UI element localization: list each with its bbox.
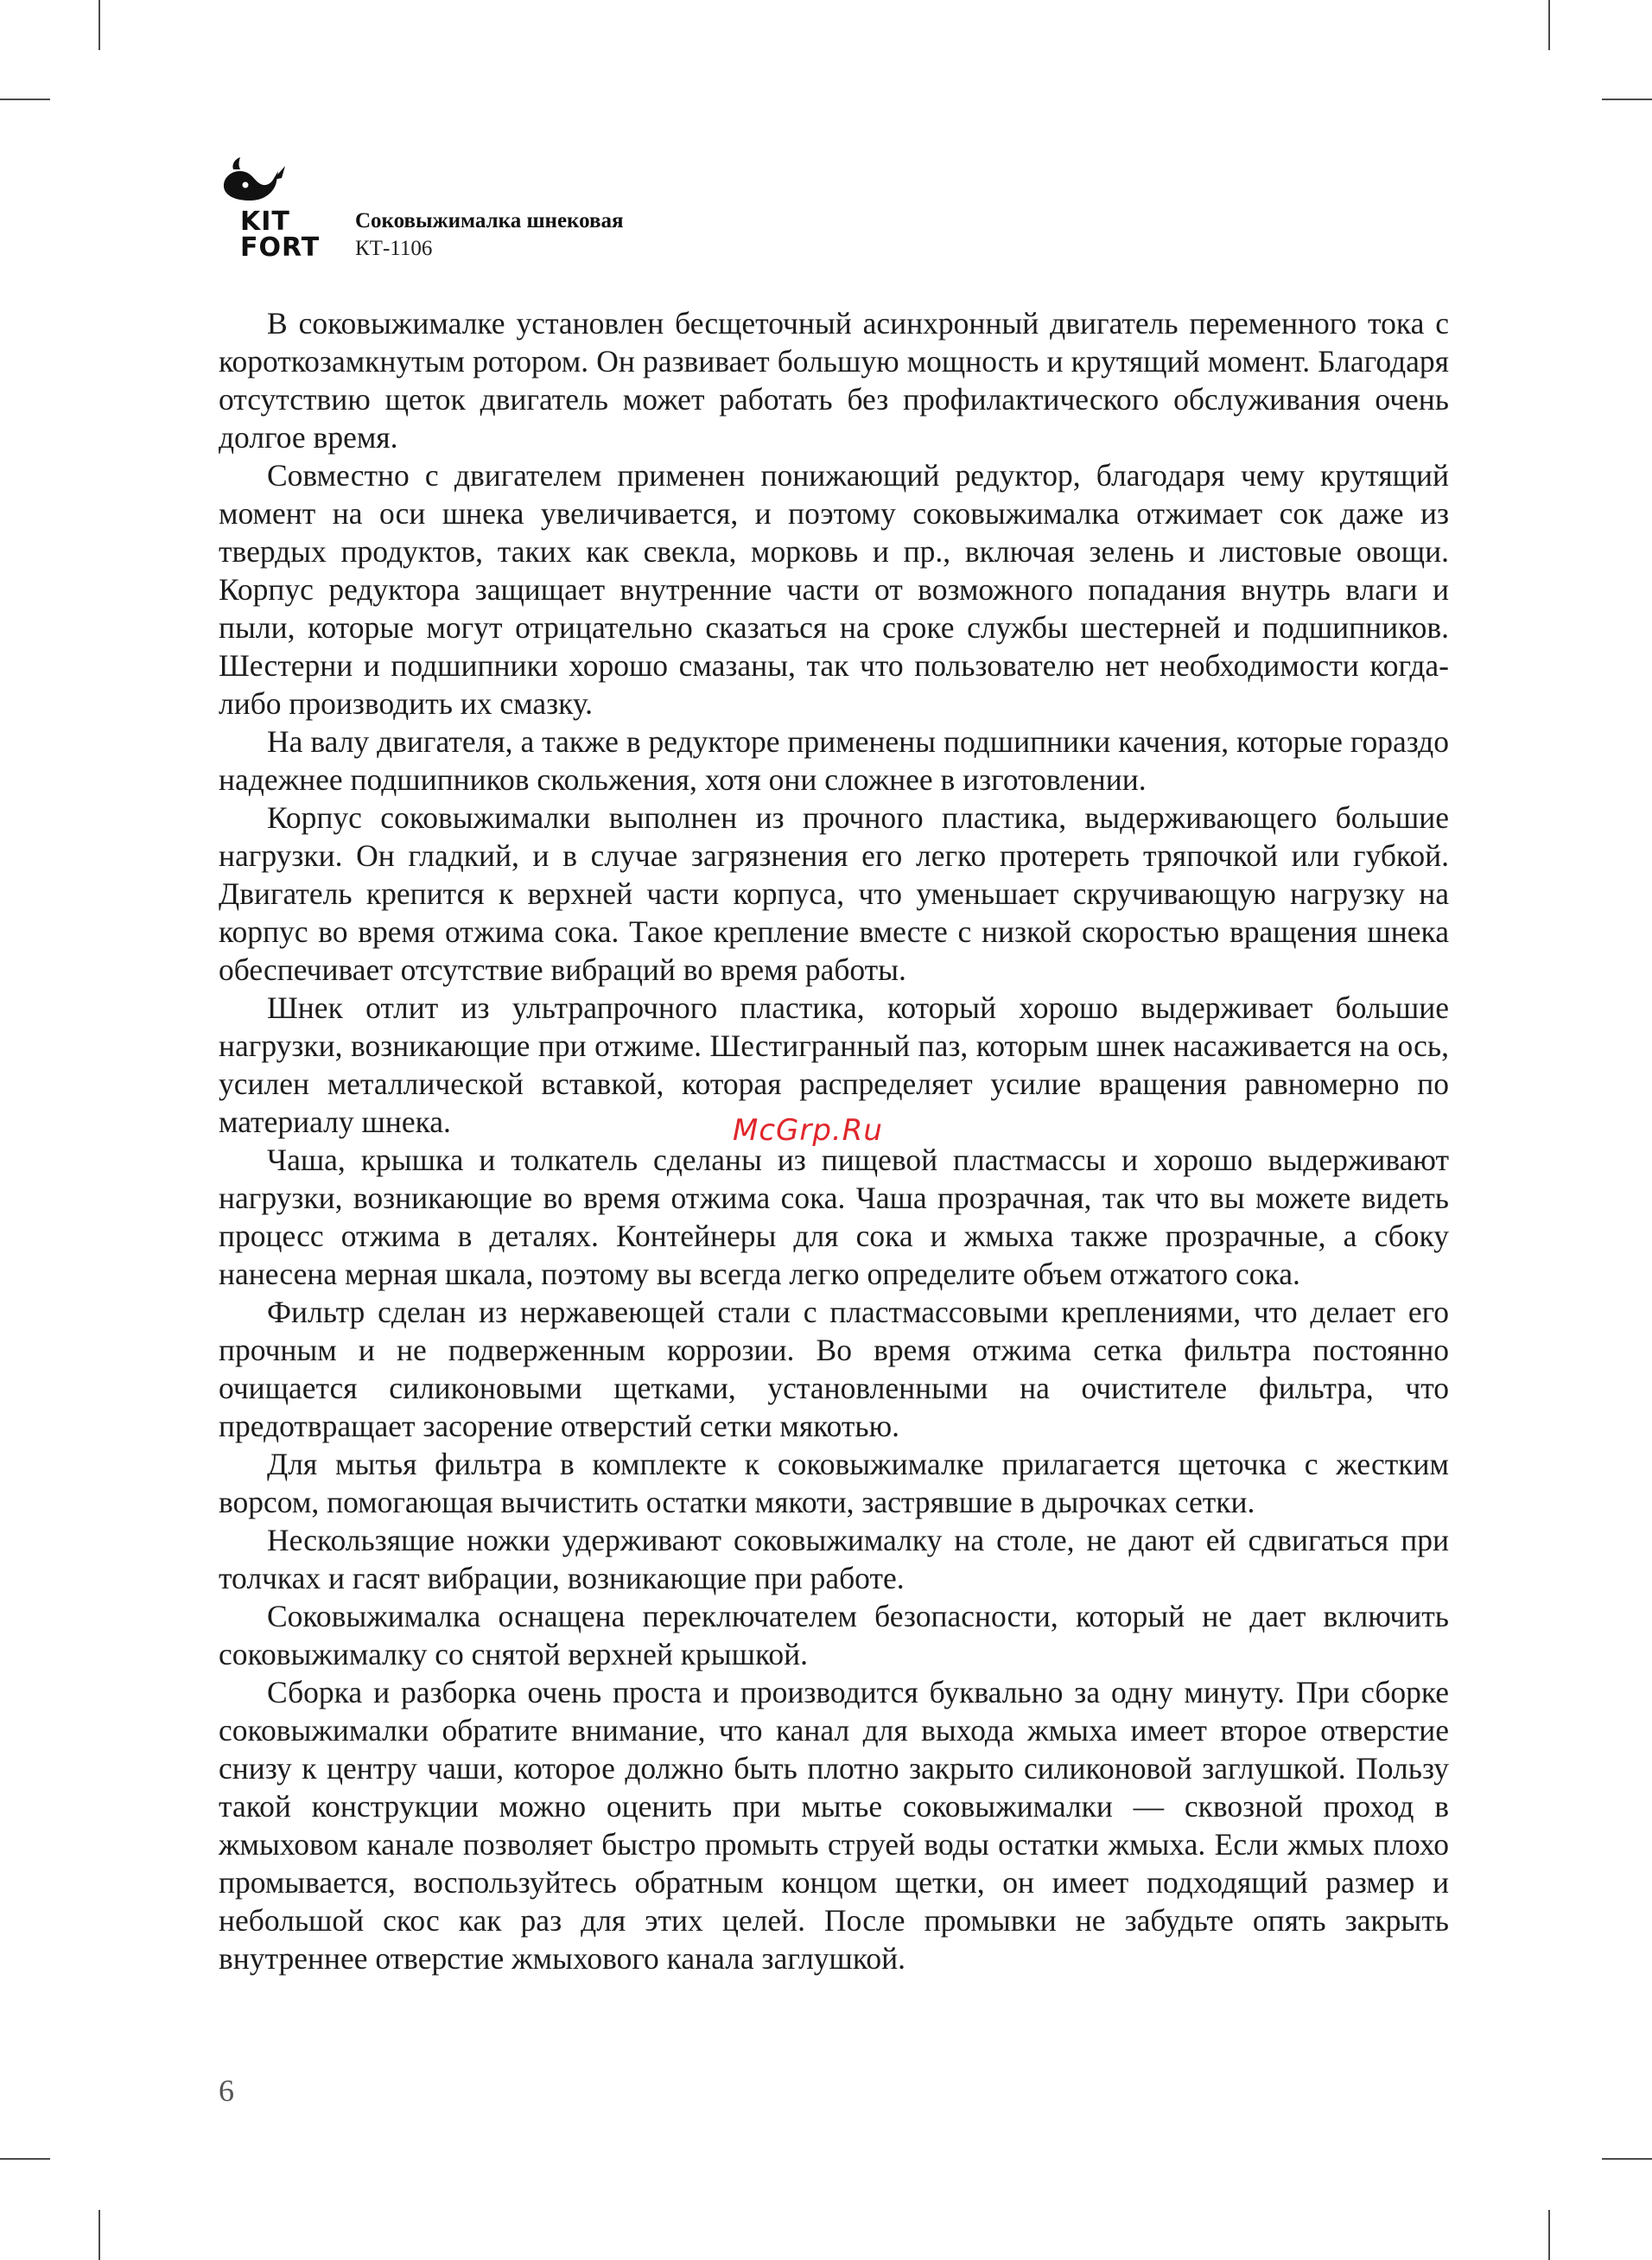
paragraph: Нескользящие ножки удерживают соковыжималку на столе, не дают ей сдвигаться при толчках и гасят вибрации, возникающие при работе. (219, 1523, 1449, 1595)
paragraph: Шнек отлит из ультрапрочного пластика, который хорошо выдерживает большие нагрузки, возникающие при отжиме. Шестигранный паз, которым шнек насаживается на ось, усилен металлической вставкой, которая распределяет усилие вращения равномерно по материалу шнека. (219, 990, 1449, 1139)
crop-mark (1548, 0, 1550, 50)
logo-wordmark (240, 209, 320, 261)
paragraph: В соковыжималке установлен бесщеточный асинхронный двигатель переменного тока с короткозамкнутым ротором. Он развивает большую мощность и крутящий момент. Благодаря отсутствию щеток двигатель может работать без профилактического обслуживания очень долгое время. (219, 306, 1449, 455)
brand-logo (214, 156, 335, 268)
logo-line-kit: KIT (240, 207, 290, 237)
paragraph: Фильтр сделан из нержавеющей стали с пластмассовыми креплениями, что делает его прочным и не подверженным коррозии. Во время отжима сетка фильтра постоянно очищается силиконовыми щетками, установленными на очистителе фильтра, что предотвращает засорение отверстий сетки мякотью. (219, 1295, 1449, 1443)
crop-mark (0, 99, 50, 100)
paragraph: Корпус соковыжималки выполнен из прочного пластика, выдерживающего большие нагрузки. Он гладкий, и в случае загрязнения его легко протереть тряпочкой или губкой. Двигатель крепится к верхней части корпуса, что уменьшает скручивающую нагрузку на корпус во время отжима сока. Такое крепление вместе с низкой скоростью вращения шнека обеспечивает отсутствие вибраций во время работы. (219, 800, 1449, 987)
page-header (214, 156, 905, 268)
crop-mark (1602, 2158, 1652, 2160)
product-model: КТ-1106 (355, 237, 433, 260)
paragraph: Для мытья фильтра в комплекте к соковыжималке прилагается щеточка с жестким ворсом, помогающая вычистить остатки мякоти, застрявшие в дырочках сетки. (219, 1447, 1449, 1519)
paragraph: Соковыжималка оснащена переключателем безопасности, который не дает включить соковыжималку со снятой верхней крышкой. (219, 1599, 1449, 1671)
watermark: McGrp.Ru (733, 1113, 883, 1148)
paragraph: Совместно с двигателем применен понижающий редуктор, благодаря чему крутящий момент на оси шнека увеличивается, и поэтому соковыжималка отжимает сок даже из твердых продуктов, таких как свекла, морковь и пр., включая зелень и листовые овощи. Корпус редуктора защищает внутренние части от возможного попадания внутрь влаги и пыли, которые могут отрицательно сказаться на сроке службы шестерней и подшипников. Шестерни и подшипники хорошо смазаны, так что пользователю нет необходимости когда-либо производить их смазку. (219, 458, 1449, 721)
product-info (355, 207, 624, 263)
crop-mark (1548, 2210, 1550, 2260)
paragraph: Чаша, крышка и толкатель сделаны из пищевой пластмассы и хорошо выдерживают нагрузки, возникающие во время отжима сока. Чаша прозрачная, так что вы можете видеть процесс отжима в деталях. Контейнеры для сока и жмыха также прозрачные, а сбоку нанесена мерная шкала, поэтому вы всегда легко определите объем отжатого сока. (219, 1143, 1449, 1291)
paragraph: Сборка и разборка очень проста и производится буквально за одну минуту. При сборке соковыжималки обратите внимание, что канал для выхода жмыха имеет второе отверстие снизу к центру чаши, которое должно быть плотно закрыто силиконовой заглушкой. Пользу такой конструкции можно оценить при мытье соковыжималки — сквозной проход в жмыховом канале позволяет быстро промыть струей воды остатки жмыха. Если жмых плохо промывается, воспользуйтесь обратным концом щетки, он имеет подходящий размер и небольшой скос как раз для этих целей. После промывки не забудьте опять закрыть внутреннее отверстие жмыхового канала заглушкой. (219, 1675, 1449, 1976)
product-name: Соковыжималка шнековая (355, 209, 624, 232)
crop-mark (1602, 99, 1652, 100)
whale-icon (216, 156, 289, 206)
crop-mark (98, 0, 100, 50)
crop-mark (0, 2158, 50, 2160)
logo-line-fort: FORT (240, 232, 321, 263)
paragraph: На валу двигателя, а также в редукторе применены подшипники качения, которые гораздо надежнее подшипников скольжения, хотя они сложнее в изготовлении. (219, 724, 1449, 797)
page-number: 6 (219, 2073, 234, 2108)
crop-mark (98, 2210, 100, 2260)
